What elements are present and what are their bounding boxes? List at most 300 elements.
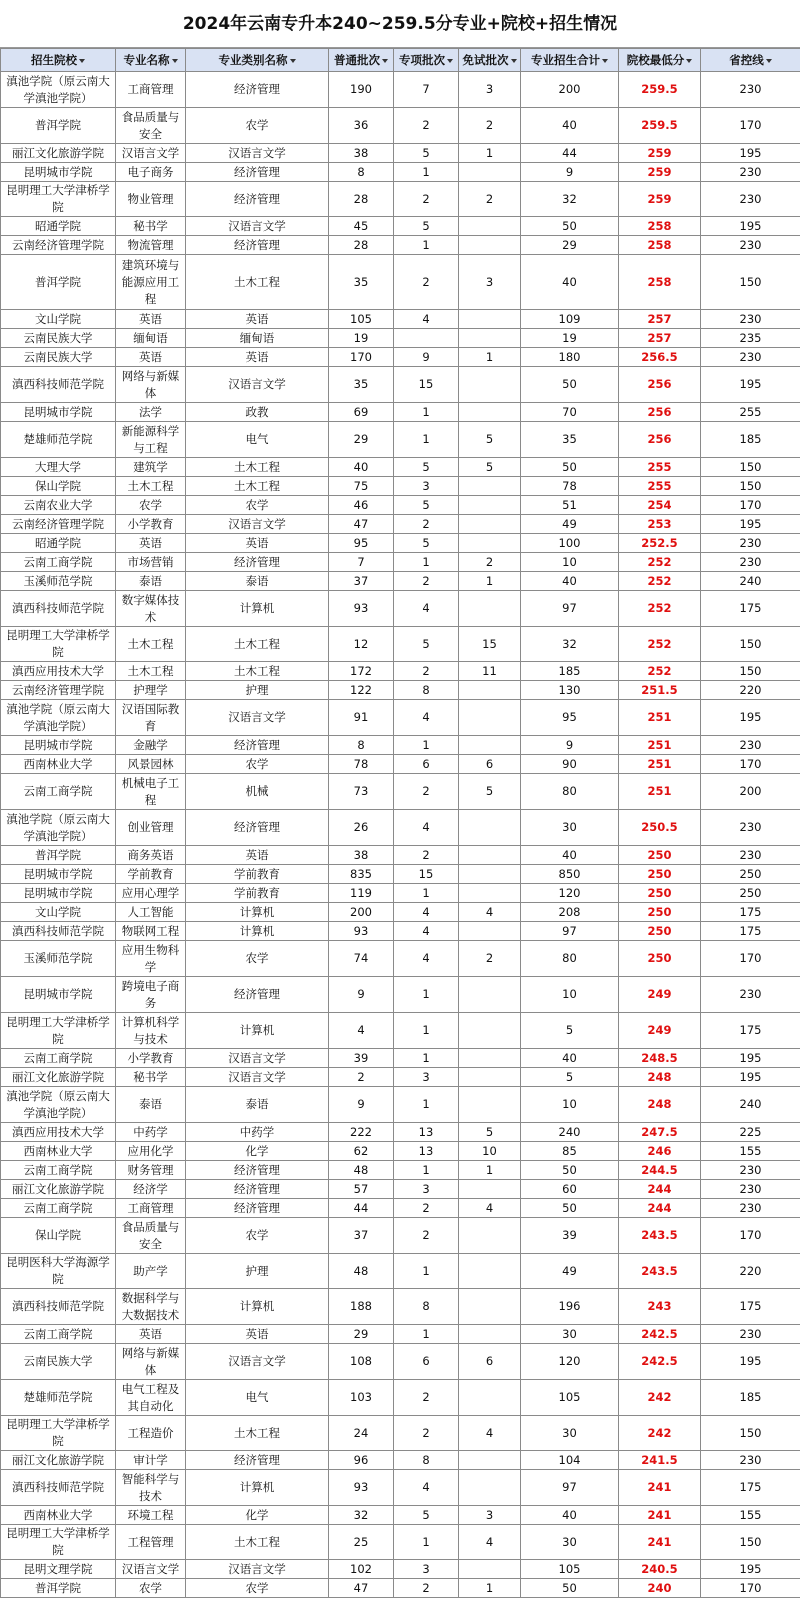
header-min-score[interactable]: 院校最低分 <box>619 49 701 72</box>
cell-major[interactable]: 金融学 <box>116 736 186 755</box>
cell-major[interactable]: 风景园林 <box>116 755 186 774</box>
cell-category[interactable]: 农学 <box>186 941 329 977</box>
cell-normal[interactable]: 93 <box>329 591 394 627</box>
filter-dropdown-icon[interactable] <box>686 59 692 63</box>
cell-total[interactable]: 49 <box>521 515 619 534</box>
header-major[interactable]: 专业名称 <box>116 49 186 72</box>
cell-major[interactable]: 物业管理 <box>116 182 186 217</box>
cell-normal[interactable]: 103 <box>329 1380 394 1416</box>
cell-exempt[interactable]: 2 <box>459 941 521 977</box>
cell-special[interactable]: 1 <box>394 736 459 755</box>
cell-special[interactable]: 15 <box>394 865 459 884</box>
cell-category[interactable]: 汉语言文学 <box>186 1560 329 1579</box>
cell-exempt[interactable] <box>459 846 521 865</box>
cell-control-line[interactable]: 230 <box>701 1161 800 1180</box>
cell-major[interactable]: 英语 <box>116 310 186 329</box>
cell-major[interactable]: 人工智能 <box>116 903 186 922</box>
cell-min-score[interactable]: 252 <box>619 553 701 572</box>
cell-control-line[interactable]: 155 <box>701 1142 800 1161</box>
cell-special[interactable]: 1 <box>394 1161 459 1180</box>
cell-special[interactable]: 4 <box>394 903 459 922</box>
cell-special[interactable]: 4 <box>394 1470 459 1506</box>
cell-normal[interactable]: 35 <box>329 367 394 403</box>
cell-min-score[interactable]: 244.5 <box>619 1161 701 1180</box>
cell-normal[interactable]: 44 <box>329 1199 394 1218</box>
cell-total[interactable]: 104 <box>521 1451 619 1470</box>
cell-major[interactable]: 法学 <box>116 403 186 422</box>
cell-total[interactable]: 105 <box>521 1380 619 1416</box>
cell-total[interactable]: 10 <box>521 553 619 572</box>
cell-major[interactable]: 秘书学 <box>116 217 186 236</box>
cell-min-score[interactable]: 241.5 <box>619 1451 701 1470</box>
cell-school[interactable]: 云南经济管理学院 <box>1 515 116 534</box>
cell-category[interactable]: 经济管理 <box>186 553 329 572</box>
cell-min-score[interactable]: 256 <box>619 367 701 403</box>
cell-special[interactable]: 4 <box>394 700 459 736</box>
cell-major[interactable]: 工程造价 <box>116 1416 186 1451</box>
cell-category[interactable]: 经济管理 <box>186 236 329 255</box>
cell-school[interactable]: 文山学院 <box>1 310 116 329</box>
filter-dropdown-icon[interactable] <box>290 59 296 63</box>
cell-total[interactable]: 180 <box>521 348 619 367</box>
cell-normal[interactable]: 28 <box>329 236 394 255</box>
cell-school[interactable]: 昆明医科大学海源学院 <box>1 1254 116 1289</box>
header-special[interactable]: 专项批次 <box>394 49 459 72</box>
cell-total[interactable]: 80 <box>521 941 619 977</box>
cell-category[interactable]: 化学 <box>186 1142 329 1161</box>
cell-major[interactable]: 数字媒体技术 <box>116 591 186 627</box>
cell-special[interactable]: 3 <box>394 1180 459 1199</box>
cell-normal[interactable]: 57 <box>329 1180 394 1199</box>
cell-total[interactable]: 30 <box>521 1525 619 1560</box>
cell-exempt[interactable]: 5 <box>459 774 521 810</box>
cell-normal[interactable]: 78 <box>329 755 394 774</box>
cell-category[interactable]: 计算机 <box>186 922 329 941</box>
cell-min-score[interactable]: 253 <box>619 515 701 534</box>
cell-category[interactable]: 汉语言文学 <box>186 515 329 534</box>
cell-normal[interactable]: 190 <box>329 72 394 108</box>
cell-category[interactable]: 经济管理 <box>186 1451 329 1470</box>
cell-normal[interactable]: 4 <box>329 1013 394 1049</box>
cell-min-score[interactable]: 249 <box>619 1013 701 1049</box>
cell-exempt[interactable]: 11 <box>459 662 521 681</box>
cell-normal[interactable]: 37 <box>329 1218 394 1254</box>
cell-special[interactable]: 8 <box>394 1451 459 1470</box>
cell-control-line[interactable]: 150 <box>701 458 800 477</box>
cell-total[interactable]: 120 <box>521 884 619 903</box>
cell-exempt[interactable] <box>459 1470 521 1506</box>
cell-exempt[interactable]: 3 <box>459 255 521 310</box>
cell-special[interactable]: 2 <box>394 182 459 217</box>
cell-min-score[interactable]: 251.5 <box>619 681 701 700</box>
cell-total[interactable]: 208 <box>521 903 619 922</box>
cell-control-line[interactable]: 230 <box>701 534 800 553</box>
cell-normal[interactable]: 108 <box>329 1344 394 1380</box>
cell-major[interactable]: 汉语国际教育 <box>116 700 186 736</box>
cell-total[interactable]: 97 <box>521 1470 619 1506</box>
cell-min-score[interactable]: 244 <box>619 1199 701 1218</box>
cell-control-line[interactable]: 200 <box>701 774 800 810</box>
cell-special[interactable]: 1 <box>394 1087 459 1123</box>
cell-min-score[interactable]: 243.5 <box>619 1254 701 1289</box>
cell-normal[interactable]: 122 <box>329 681 394 700</box>
cell-normal[interactable]: 29 <box>329 1325 394 1344</box>
cell-normal[interactable]: 29 <box>329 422 394 458</box>
filter-dropdown-icon[interactable] <box>447 59 453 63</box>
header-total[interactable]: 专业招生合计 <box>521 49 619 72</box>
cell-special[interactable]: 3 <box>394 477 459 496</box>
cell-normal[interactable]: 9 <box>329 977 394 1013</box>
header-exempt[interactable]: 免试批次 <box>459 49 521 72</box>
cell-special[interactable]: 1 <box>394 1325 459 1344</box>
cell-total[interactable]: 32 <box>521 627 619 662</box>
cell-major[interactable]: 计算机科学与技术 <box>116 1013 186 1049</box>
cell-min-score[interactable]: 250 <box>619 865 701 884</box>
cell-category[interactable]: 汉语言文学 <box>186 700 329 736</box>
cell-normal[interactable]: 75 <box>329 477 394 496</box>
cell-category[interactable]: 土木工程 <box>186 1525 329 1560</box>
cell-category[interactable]: 电气 <box>186 422 329 458</box>
cell-major[interactable]: 建筑学 <box>116 458 186 477</box>
cell-category[interactable]: 经济管理 <box>186 1199 329 1218</box>
cell-min-score[interactable]: 251 <box>619 774 701 810</box>
filter-dropdown-icon[interactable] <box>602 59 608 63</box>
cell-normal[interactable]: 93 <box>329 1470 394 1506</box>
header-control-line[interactable]: 省控线 <box>701 49 800 72</box>
cell-min-score[interactable]: 242.5 <box>619 1325 701 1344</box>
cell-school[interactable]: 云南民族大学 <box>1 1344 116 1380</box>
cell-control-line[interactable]: 225 <box>701 1123 800 1142</box>
cell-major[interactable]: 数据科学与大数据技术 <box>116 1289 186 1325</box>
cell-control-line[interactable]: 185 <box>701 1380 800 1416</box>
cell-min-score[interactable]: 258 <box>619 217 701 236</box>
cell-school[interactable]: 丽江文化旅游学院 <box>1 1180 116 1199</box>
cell-special[interactable]: 6 <box>394 1344 459 1380</box>
cell-major[interactable]: 土木工程 <box>116 477 186 496</box>
cell-control-line[interactable]: 150 <box>701 1416 800 1451</box>
cell-school[interactable]: 云南民族大学 <box>1 348 116 367</box>
cell-total[interactable]: 50 <box>521 1161 619 1180</box>
cell-special[interactable]: 4 <box>394 922 459 941</box>
cell-total[interactable]: 49 <box>521 1254 619 1289</box>
cell-exempt[interactable] <box>459 1049 521 1068</box>
cell-total[interactable]: 850 <box>521 865 619 884</box>
cell-control-line[interactable]: 185 <box>701 422 800 458</box>
cell-school[interactable]: 滇西科技师范学院 <box>1 367 116 403</box>
cell-total[interactable]: 30 <box>521 810 619 846</box>
cell-total[interactable]: 5 <box>521 1013 619 1049</box>
cell-category[interactable]: 英语 <box>186 310 329 329</box>
cell-total[interactable]: 9 <box>521 736 619 755</box>
cell-total[interactable]: 40 <box>521 255 619 310</box>
cell-special[interactable]: 1 <box>394 163 459 182</box>
cell-major[interactable]: 食品质量与安全 <box>116 1218 186 1254</box>
cell-special[interactable]: 1 <box>394 977 459 1013</box>
cell-school[interactable]: 西南林业大学 <box>1 755 116 774</box>
cell-category[interactable]: 英语 <box>186 348 329 367</box>
cell-school[interactable]: 滇池学院（原云南大学滇池学院） <box>1 810 116 846</box>
cell-special[interactable]: 1 <box>394 1049 459 1068</box>
cell-school[interactable]: 滇池学院（原云南大学滇池学院） <box>1 72 116 108</box>
cell-major[interactable]: 工商管理 <box>116 1199 186 1218</box>
cell-category[interactable]: 计算机 <box>186 1289 329 1325</box>
cell-school[interactable]: 云南经济管理学院 <box>1 681 116 700</box>
cell-major[interactable]: 审计学 <box>116 1451 186 1470</box>
header-normal[interactable]: 普通批次 <box>329 49 394 72</box>
cell-normal[interactable]: 96 <box>329 1451 394 1470</box>
cell-min-score[interactable]: 259.5 <box>619 108 701 144</box>
cell-min-score[interactable]: 259 <box>619 144 701 163</box>
cell-min-score[interactable]: 259 <box>619 163 701 182</box>
cell-major[interactable]: 商务英语 <box>116 846 186 865</box>
cell-major[interactable]: 学前教育 <box>116 865 186 884</box>
cell-exempt[interactable]: 6 <box>459 755 521 774</box>
cell-category[interactable]: 土木工程 <box>186 1416 329 1451</box>
cell-normal[interactable]: 47 <box>329 515 394 534</box>
cell-major[interactable]: 建筑环境与能源应用工程 <box>116 255 186 310</box>
cell-school[interactable]: 昆明城市学院 <box>1 865 116 884</box>
cell-exempt[interactable]: 3 <box>459 1506 521 1525</box>
cell-control-line[interactable]: 230 <box>701 236 800 255</box>
cell-min-score[interactable]: 248 <box>619 1087 701 1123</box>
cell-control-line[interactable]: 170 <box>701 1218 800 1254</box>
cell-total[interactable]: 60 <box>521 1180 619 1199</box>
cell-min-score[interactable]: 256 <box>619 403 701 422</box>
cell-min-score[interactable]: 251 <box>619 700 701 736</box>
cell-control-line[interactable]: 230 <box>701 553 800 572</box>
cell-special[interactable]: 2 <box>394 1199 459 1218</box>
cell-control-line[interactable]: 235 <box>701 329 800 348</box>
header-category[interactable]: 专业类别名称 <box>186 49 329 72</box>
cell-exempt[interactable] <box>459 1013 521 1049</box>
cell-school[interactable]: 昆明理工大学津桥学院 <box>1 1416 116 1451</box>
cell-category[interactable]: 农学 <box>186 496 329 515</box>
cell-control-line[interactable]: 170 <box>701 108 800 144</box>
cell-school[interactable]: 滇西科技师范学院 <box>1 922 116 941</box>
cell-category[interactable]: 农学 <box>186 755 329 774</box>
cell-control-line[interactable]: 230 <box>701 977 800 1013</box>
cell-normal[interactable]: 48 <box>329 1254 394 1289</box>
cell-control-line[interactable]: 220 <box>701 681 800 700</box>
cell-major[interactable]: 物联网工程 <box>116 922 186 941</box>
cell-school[interactable]: 云南工商学院 <box>1 1325 116 1344</box>
cell-major[interactable]: 泰语 <box>116 572 186 591</box>
filter-dropdown-icon[interactable] <box>766 59 772 63</box>
cell-category[interactable]: 土木工程 <box>186 255 329 310</box>
cell-special[interactable]: 4 <box>394 941 459 977</box>
cell-total[interactable]: 90 <box>521 755 619 774</box>
cell-total[interactable]: 30 <box>521 1416 619 1451</box>
cell-total[interactable]: 50 <box>521 367 619 403</box>
cell-control-line[interactable]: 230 <box>701 1199 800 1218</box>
cell-category[interactable]: 经济管理 <box>186 977 329 1013</box>
cell-category[interactable]: 经济管理 <box>186 72 329 108</box>
cell-major[interactable]: 应用心理学 <box>116 884 186 903</box>
cell-normal[interactable]: 26 <box>329 810 394 846</box>
cell-min-score[interactable]: 252 <box>619 662 701 681</box>
cell-special[interactable]: 2 <box>394 1380 459 1416</box>
cell-total[interactable]: 120 <box>521 1344 619 1380</box>
cell-major[interactable]: 工商管理 <box>116 72 186 108</box>
cell-normal[interactable]: 32 <box>329 1506 394 1525</box>
cell-exempt[interactable]: 2 <box>459 108 521 144</box>
cell-category[interactable]: 汉语言文学 <box>186 144 329 163</box>
cell-normal[interactable]: 25 <box>329 1525 394 1560</box>
cell-special[interactable]: 5 <box>394 627 459 662</box>
cell-normal[interactable]: 37 <box>329 572 394 591</box>
cell-exempt[interactable] <box>459 1380 521 1416</box>
cell-normal[interactable]: 45 <box>329 217 394 236</box>
cell-min-score[interactable]: 250 <box>619 846 701 865</box>
cell-min-score[interactable]: 243 <box>619 1289 701 1325</box>
cell-normal[interactable]: 47 <box>329 1579 394 1598</box>
cell-min-score[interactable]: 251 <box>619 755 701 774</box>
cell-normal[interactable]: 69 <box>329 403 394 422</box>
cell-category[interactable]: 学前教育 <box>186 884 329 903</box>
cell-major[interactable]: 物流管理 <box>116 236 186 255</box>
cell-total[interactable]: 29 <box>521 236 619 255</box>
cell-min-score[interactable]: 259.5 <box>619 72 701 108</box>
cell-special[interactable]: 1 <box>394 884 459 903</box>
cell-total[interactable]: 78 <box>521 477 619 496</box>
cell-normal[interactable]: 8 <box>329 736 394 755</box>
cell-total[interactable]: 40 <box>521 846 619 865</box>
cell-normal[interactable]: 835 <box>329 865 394 884</box>
cell-min-score[interactable]: 258 <box>619 255 701 310</box>
cell-control-line[interactable]: 175 <box>701 903 800 922</box>
cell-major[interactable]: 环境工程 <box>116 1506 186 1525</box>
cell-exempt[interactable] <box>459 1068 521 1087</box>
cell-school[interactable]: 玉溪师范学院 <box>1 941 116 977</box>
cell-category[interactable]: 英语 <box>186 846 329 865</box>
cell-school[interactable]: 普洱学院 <box>1 1579 116 1598</box>
cell-category[interactable]: 学前教育 <box>186 865 329 884</box>
cell-normal[interactable]: 74 <box>329 941 394 977</box>
cell-normal[interactable]: 73 <box>329 774 394 810</box>
cell-major[interactable]: 中药学 <box>116 1123 186 1142</box>
cell-normal[interactable]: 91 <box>329 700 394 736</box>
cell-school[interactable]: 楚雄师范学院 <box>1 1380 116 1416</box>
cell-school[interactable]: 滇西科技师范学院 <box>1 1289 116 1325</box>
cell-total[interactable]: 200 <box>521 72 619 108</box>
cell-total[interactable]: 40 <box>521 1049 619 1068</box>
cell-total[interactable]: 10 <box>521 977 619 1013</box>
cell-control-line[interactable]: 195 <box>701 700 800 736</box>
cell-total[interactable]: 95 <box>521 700 619 736</box>
cell-category[interactable]: 计算机 <box>186 591 329 627</box>
cell-normal[interactable]: 95 <box>329 534 394 553</box>
cell-school[interactable]: 云南民族大学 <box>1 329 116 348</box>
cell-normal[interactable]: 222 <box>329 1123 394 1142</box>
cell-category[interactable]: 英语 <box>186 534 329 553</box>
cell-exempt[interactable] <box>459 1254 521 1289</box>
cell-major[interactable]: 秘书学 <box>116 1068 186 1087</box>
cell-min-score[interactable]: 246 <box>619 1142 701 1161</box>
cell-special[interactable]: 4 <box>394 810 459 846</box>
cell-normal[interactable]: 62 <box>329 1142 394 1161</box>
cell-special[interactable]: 1 <box>394 1013 459 1049</box>
cell-min-score[interactable]: 249 <box>619 977 701 1013</box>
cell-exempt[interactable] <box>459 367 521 403</box>
cell-min-score[interactable]: 242 <box>619 1380 701 1416</box>
cell-category[interactable]: 农学 <box>186 108 329 144</box>
cell-school[interactable]: 昆明城市学院 <box>1 403 116 422</box>
cell-min-score[interactable]: 250 <box>619 922 701 941</box>
cell-control-line[interactable]: 230 <box>701 163 800 182</box>
cell-exempt[interactable] <box>459 1180 521 1199</box>
cell-major[interactable]: 市场营销 <box>116 553 186 572</box>
cell-category[interactable]: 英语 <box>186 1325 329 1344</box>
cell-category[interactable]: 计算机 <box>186 1470 329 1506</box>
cell-total[interactable]: 109 <box>521 310 619 329</box>
cell-special[interactable]: 5 <box>394 458 459 477</box>
cell-min-score[interactable]: 242 <box>619 1416 701 1451</box>
cell-major[interactable]: 食品质量与安全 <box>116 108 186 144</box>
cell-min-score[interactable]: 252.5 <box>619 534 701 553</box>
cell-school[interactable]: 昆明理工大学津桥学院 <box>1 1013 116 1049</box>
cell-category[interactable]: 计算机 <box>186 1013 329 1049</box>
cell-total[interactable]: 240 <box>521 1123 619 1142</box>
cell-school[interactable]: 大理大学 <box>1 458 116 477</box>
cell-major[interactable]: 小学教育 <box>116 515 186 534</box>
cell-category[interactable]: 中药学 <box>186 1123 329 1142</box>
cell-exempt[interactable] <box>459 736 521 755</box>
cell-special[interactable]: 2 <box>394 515 459 534</box>
cell-special[interactable]: 2 <box>394 1416 459 1451</box>
cell-exempt[interactable]: 4 <box>459 903 521 922</box>
cell-exempt[interactable]: 1 <box>459 1579 521 1598</box>
cell-min-score[interactable]: 252 <box>619 591 701 627</box>
cell-exempt[interactable]: 15 <box>459 627 521 662</box>
cell-category[interactable]: 护理 <box>186 1254 329 1289</box>
cell-exempt[interactable] <box>459 1289 521 1325</box>
cell-special[interactable]: 6 <box>394 755 459 774</box>
cell-category[interactable]: 机械 <box>186 774 329 810</box>
cell-control-line[interactable]: 230 <box>701 846 800 865</box>
cell-exempt[interactable] <box>459 681 521 700</box>
cell-control-line[interactable]: 230 <box>701 182 800 217</box>
cell-total[interactable]: 51 <box>521 496 619 515</box>
cell-total[interactable]: 50 <box>521 1199 619 1218</box>
cell-exempt[interactable] <box>459 236 521 255</box>
cell-min-score[interactable]: 257 <box>619 329 701 348</box>
cell-control-line[interactable]: 250 <box>701 865 800 884</box>
cell-normal[interactable]: 12 <box>329 627 394 662</box>
cell-control-line[interactable]: 230 <box>701 810 800 846</box>
cell-exempt[interactable]: 4 <box>459 1199 521 1218</box>
cell-special[interactable]: 1 <box>394 1254 459 1289</box>
cell-major[interactable]: 电子商务 <box>116 163 186 182</box>
cell-total[interactable]: 9 <box>521 163 619 182</box>
cell-school[interactable]: 滇池学院（原云南大学滇池学院） <box>1 700 116 736</box>
cell-special[interactable]: 1 <box>394 236 459 255</box>
cell-major[interactable]: 应用生物科学 <box>116 941 186 977</box>
cell-normal[interactable]: 105 <box>329 310 394 329</box>
cell-category[interactable]: 土木工程 <box>186 627 329 662</box>
cell-exempt[interactable] <box>459 310 521 329</box>
cell-major[interactable]: 跨境电子商务 <box>116 977 186 1013</box>
cell-exempt[interactable]: 10 <box>459 1142 521 1161</box>
cell-category[interactable]: 泰语 <box>186 572 329 591</box>
cell-normal[interactable]: 170 <box>329 348 394 367</box>
cell-category[interactable]: 电气 <box>186 1380 329 1416</box>
cell-control-line[interactable]: 195 <box>701 515 800 534</box>
cell-category[interactable]: 农学 <box>186 1579 329 1598</box>
cell-special[interactable]: 4 <box>394 591 459 627</box>
cell-school[interactable]: 滇西科技师范学院 <box>1 591 116 627</box>
cell-control-line[interactable]: 230 <box>701 1180 800 1199</box>
cell-normal[interactable]: 2 <box>329 1068 394 1087</box>
